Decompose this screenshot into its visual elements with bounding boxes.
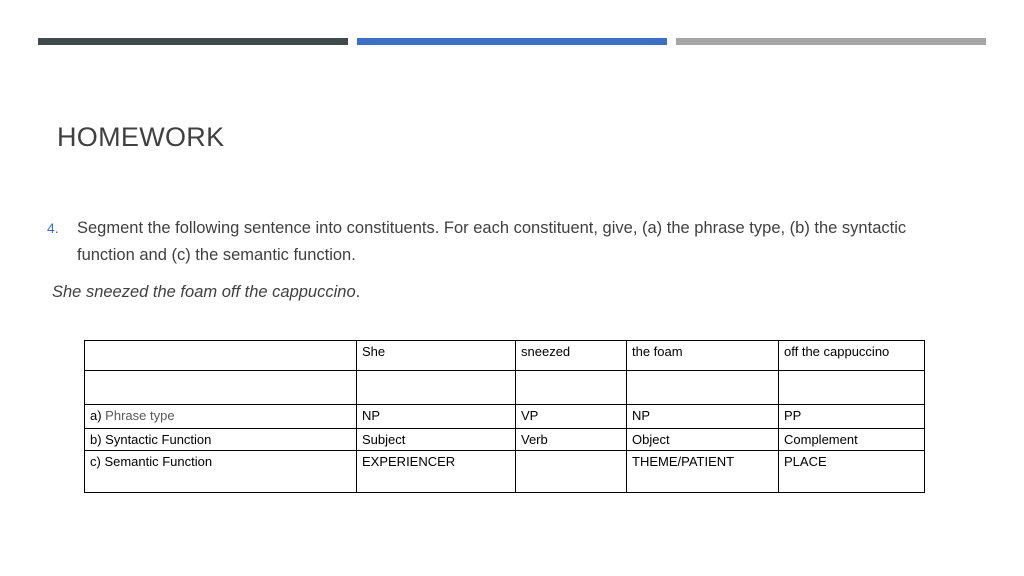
decor-bar-dark (38, 38, 348, 45)
table-cell: EXPERIENCER (357, 451, 516, 493)
table-cell: the foam (627, 341, 779, 371)
table-cell: Complement (779, 429, 925, 451)
example-sentence-text: She sneezed the foam off the cappuccino (52, 283, 356, 301)
example-sentence (52, 283, 360, 302)
table-cell: Verb (516, 429, 627, 451)
table-cell (516, 451, 627, 493)
table-row-label (85, 405, 357, 429)
table-cell (627, 371, 779, 405)
table-cell: off the cappuccino (779, 341, 925, 371)
table-cell: sneezed (516, 341, 627, 371)
table-cell: She (357, 341, 516, 371)
table-row-label: b) Syntactic Function (85, 429, 357, 451)
label-rest: Phrase type (105, 408, 175, 423)
decor-bar-blue (357, 38, 667, 45)
slide-title: HOMEWORK (57, 122, 225, 152)
analysis-table (84, 340, 925, 493)
table-cell (85, 371, 357, 405)
table-cell (516, 371, 627, 405)
table-header-row (85, 341, 925, 371)
table-cell: PLACE (779, 451, 925, 493)
task-number: 4. (47, 220, 59, 236)
task-text: Segment the following sentence into constituents. For each constituent, give, (a) the phrase type, (b) the syntactic function and (c) the semantic function. (77, 219, 907, 264)
decor-bar-gray (676, 38, 986, 45)
table-blank-row (85, 371, 925, 405)
table-cell (357, 371, 516, 405)
label-prefix: a) (90, 408, 106, 423)
table-row-label: c) Semantic Function (85, 451, 357, 493)
table-cell: PP (779, 405, 925, 429)
table-row (85, 429, 925, 451)
table-cell (85, 341, 357, 371)
table-cell: NP (357, 405, 516, 429)
table-cell (779, 371, 925, 405)
task-item (47, 215, 927, 269)
table-cell: VP (516, 405, 627, 429)
table-cell: Object (627, 429, 779, 451)
table-row (85, 405, 925, 429)
table-row (85, 451, 925, 493)
example-sentence-period: . (355, 283, 361, 301)
table-cell: THEME/PATIENT (627, 451, 779, 493)
table-cell: NP (627, 405, 779, 429)
table-cell: Subject (357, 429, 516, 451)
